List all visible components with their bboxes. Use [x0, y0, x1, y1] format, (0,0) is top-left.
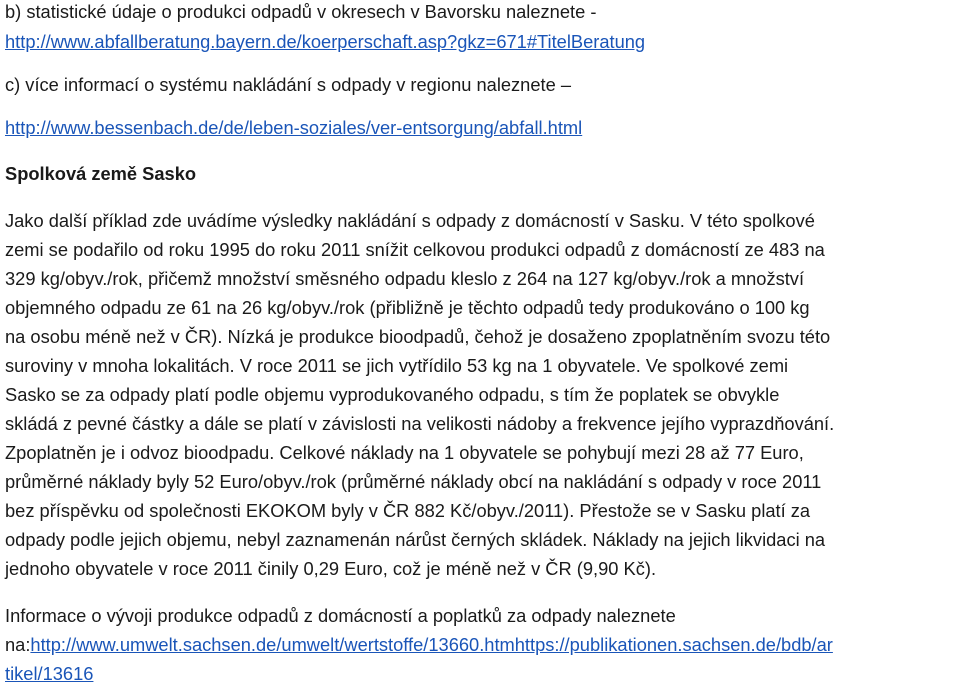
info-link-row-2 [5, 663, 93, 685]
paragraph-line: Sasko se za odpady platí podle objemu vyprodukovaného odpadu, s tím že poplatek se obvykle [5, 384, 780, 405]
info-text: Informace o vývoji produkce odpadů z domácností a poplatků za odpady naleznete [5, 605, 676, 626]
paragraph-line: bez příspěvku od společnosti EKOKOM byly v ČR 882 Kč/obyv./2011). Přestože se v Sasku platí za [5, 500, 811, 521]
section-c-link-row [5, 117, 582, 139]
section-c-text: c) více informací o systému nakládání s odpady v regionu naleznete – [5, 74, 572, 95]
section-b-text: b) statistické údaje o produkci odpadů v okresech v Bavorsku naleznete - [5, 1, 597, 22]
info-link-row [5, 634, 833, 656]
paragraph-line: odpady podle jejich objemu, nebyl zaznamenán nárůst černých skládek. Náklady na jejich likvidaci na [5, 529, 826, 550]
paragraph-line: Zpoplatněn je i odvoz bioodpadu. Celkové náklady na 1 obyvatele se pohybují mezi 28 až 77 Euro, [5, 442, 804, 463]
bavaria-statistics-link[interactable]: http://www.abfallberatung.bayern.de/koerperschaft.asp?gkz=671#TitelBeratung [5, 31, 646, 52]
saxony-heading: Spolková země Sasko [5, 163, 197, 184]
sachsen-publications-link[interactable]: http://www.umwelt.sachsen.de/umwelt/wertstoffe/13660.htmhttps://publikationen.sachsen.de/bdb/ar [30, 634, 833, 655]
paragraph-line: zemi se podařilo od roku 1995 do roku 2011 snížit celkovou produkci odpadů z domácností ze 483 na [5, 239, 825, 260]
paragraph-line: skládá z pevné částky a dále se platí v závislosti na velikosti nádoby a frekvence jejího vyprazdňování. [5, 413, 835, 434]
section-b-link-row [5, 31, 645, 53]
paragraph-line: na osobu méně než v ČR). Nízká je produkce bioodpadů, čehož je dosaženo zpoplatněním svozu této [5, 326, 831, 347]
paragraph-line: Jako další příklad zde uvádíme výsledky nakládání s odpady z domácností v Sasku. V této spolkové [5, 210, 815, 231]
paragraph-line: suroviny v mnoha lokalitách. V roce 2011 se jich vytřídilo 53 kg na 1 obyvatele. Ve spolkové zemi [5, 355, 789, 376]
paragraph-line: průměrné náklady byly 52 Euro/obyv./rok (průměrné náklady obcí na nakládání s odpady v roce 2011 [5, 471, 822, 492]
paragraph-line: objemného odpadu ze 61 na 26 kg/obyv./rok (přibližně je těchto odpadů tedy produkováno o 100 kg [5, 297, 810, 318]
paragraph-line: jednoho obyvatele v roce 2011 činily 0,29 Euro, což je méně než v ČR (9,90 Kč). [5, 558, 657, 579]
bessenbach-waste-link[interactable]: http://www.bessenbach.de/de/leben-soziales/ver-entsorgung/abfall.html [5, 117, 583, 138]
info-link-prefix: na: [5, 634, 31, 655]
paragraph-line: 329 kg/obyv./rok, přičemž množství směsného odpadu kleslo z 264 na 127 kg/obyv./rok a množství [5, 268, 805, 289]
sachsen-publications-link-continued[interactable]: tikel/13616 [5, 663, 94, 684]
